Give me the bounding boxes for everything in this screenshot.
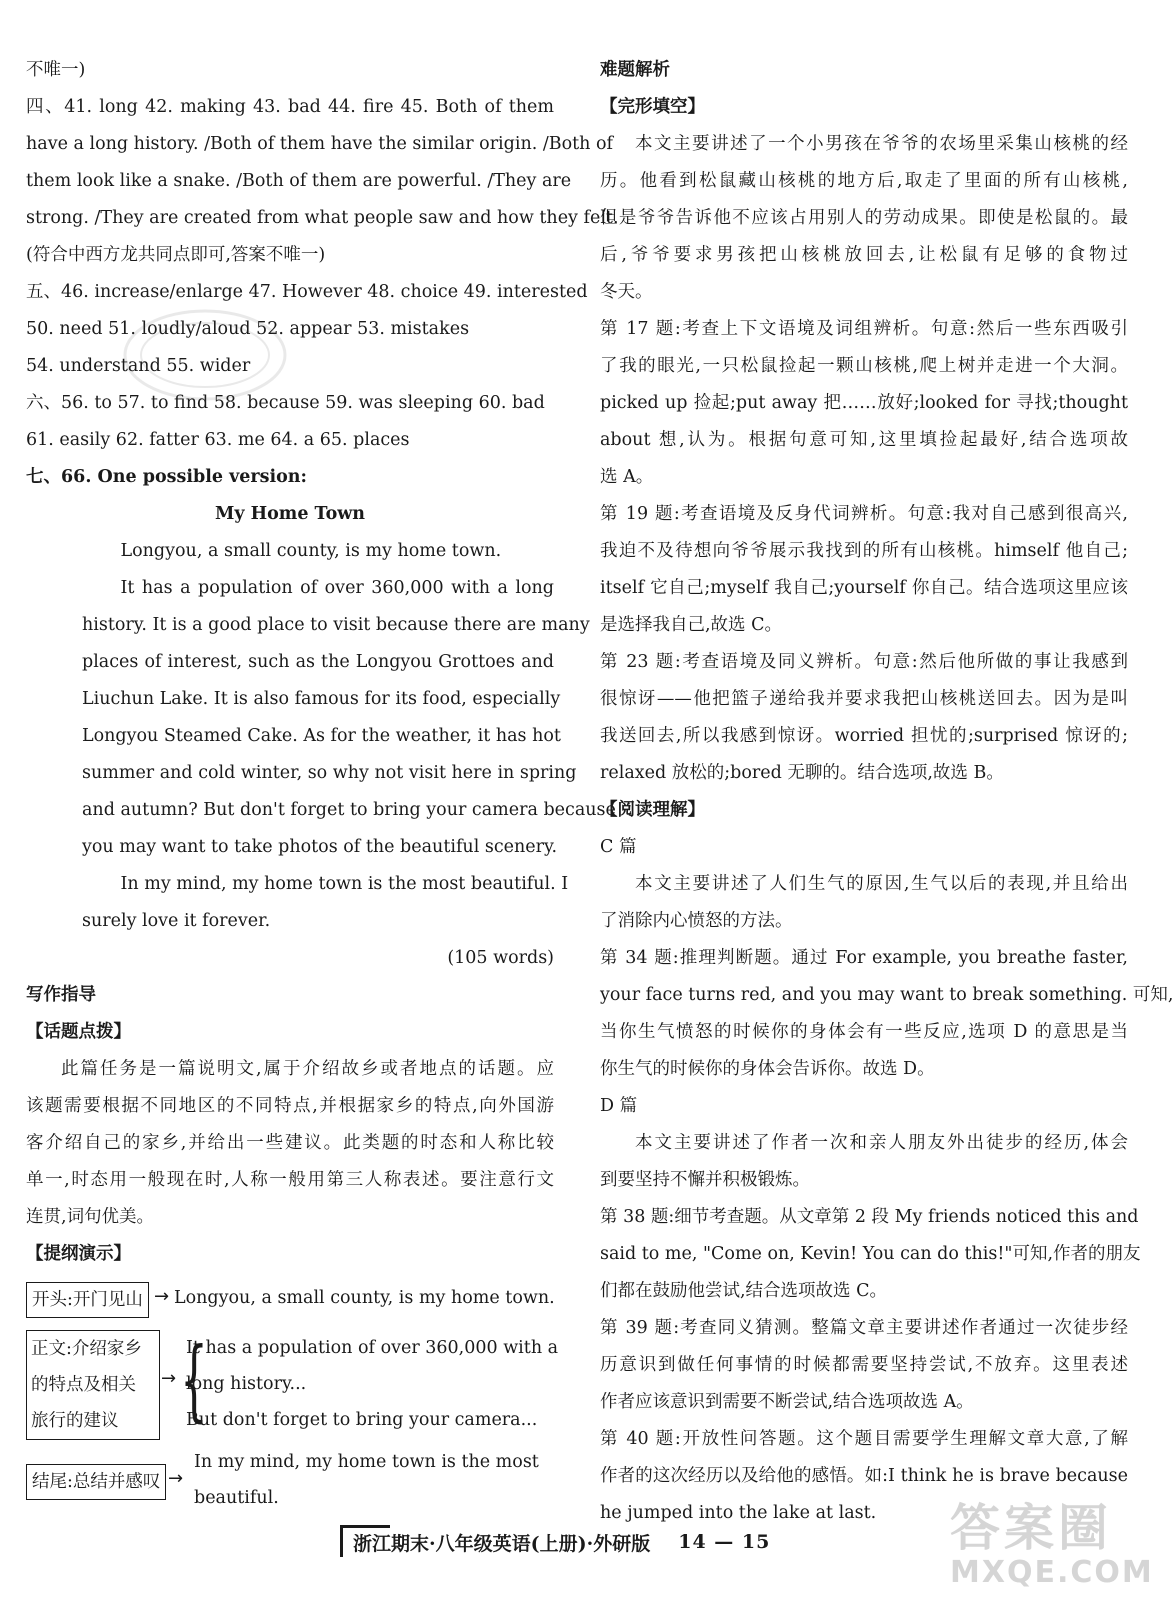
topic-line: 单一,时态用一般现在时,人称一般用第三人称表述。要注意行文: [26, 1170, 554, 1190]
cloze-line: relaxed 放松的;bored 无聊的。结合选项,故选 B。: [600, 763, 1004, 783]
essay-line: history. It is a good place to visit because there are many: [82, 615, 590, 635]
outline-diagram: [26, 1278, 566, 1528]
reading-title: 【阅读理解】: [600, 800, 705, 820]
cloze-line: 第 23 题:考查语境及同义辨析。句意:然后他所做的事让我感到: [600, 652, 1128, 672]
answer-line: 61. easily 62. fatter 63. me 64. a 65. places: [26, 430, 410, 450]
passage-d-label: D 篇: [600, 1096, 638, 1116]
outline-box-body-line: 正文:介绍家乡: [31, 1339, 142, 1359]
outline-box-body-line: 的特点及相关: [31, 1375, 136, 1395]
brace-icon: {: [180, 1328, 208, 1431]
cloze-line: 历。他看到松鼠藏山核桃的地方后,取走了里面的所有山核桃,: [600, 171, 1128, 191]
cloze-line: 我迫不及待想向爷爷展示我找到的所有山核桃。himself 他自己;: [600, 541, 1128, 561]
topic-line: 连贯,词句优美。: [26, 1207, 155, 1227]
cloze-title: 【完形填空】: [600, 97, 705, 117]
answer-line: 50. need 51. loudly/aloud 52. appear 53. mistakes: [26, 319, 470, 339]
answer-line: 七、66. One possible version:: [26, 467, 307, 487]
cloze-line: picked up 捡起;put away 把……放好;looked for 寻找;thought: [600, 393, 1128, 413]
watermark-logo-text: 答案圈: [950, 1499, 1112, 1557]
page-footer: [340, 1522, 810, 1562]
word-count: (105 words): [447, 948, 554, 968]
faint-stamp-mark: [120, 305, 290, 405]
cloze-line: about 想,认为。根据句意可知,这里填捡起最好,结合选项故: [600, 430, 1128, 450]
essay-line: Longyou, a small county, is my home town.: [120, 541, 502, 561]
passage-d-line: 第 39 题:考查同义猜测。整篇文章主要讲述作者通过一次徒步经: [600, 1318, 1128, 1338]
passage-c-line: 本文主要讲述了人们生气的原因,生气以后的表现,并且给出: [635, 874, 1128, 894]
answer-line: them look like a snake. /Both of them are powerful. /They are: [26, 171, 572, 191]
essay-body: [26, 533, 616, 977]
arrow-right-icon: →: [154, 1286, 170, 1307]
right-column: [600, 52, 1173, 1532]
arrow-right-icon: →: [168, 1468, 184, 1489]
outline-body-text: long history...: [186, 1374, 307, 1394]
passage-d-line: 到要坚持不懈并积极锻炼。: [600, 1170, 810, 1190]
answer-line: 四、41. long 42. making 43. bad 44. fire 45. Both of them: [26, 97, 554, 117]
passage-c-line: 第 34 题:推理判断题。通过 For example, you breathe faster,: [600, 948, 1128, 968]
cloze-line: 但是爷爷告诉他不应该占用别人的劳动成果。即使是松鼠的。最: [600, 208, 1128, 228]
footer-title: 浙江期末·八年级英语(上册)·外研版: [353, 1532, 651, 1555]
topic-line: 此篇任务是一篇说明文,属于介绍故乡或者地点的话题。应: [61, 1059, 554, 1079]
cloze-line: 了我的眼光,一只松鼠捡起一颗山核桃,爬上树并走进一个大洞。: [600, 356, 1128, 376]
passage-d-line: 作者应该意识到需要不断尝试,结合选项故选 A。: [600, 1392, 974, 1412]
essay-line: summer and cold winter, so why not visit here in spring: [82, 763, 577, 783]
topic-title: 【话题点拨】: [26, 1022, 131, 1042]
cloze-line: 冬天。: [600, 282, 653, 302]
cloze-line: 我送回去,所以我感到惊讶。worried 担忧的;surprised 惊讶的;: [600, 726, 1128, 746]
outline-title: 【提纲演示】: [26, 1244, 131, 1264]
passage-d-line: 第 40 题:开放性问答题。这个题目需要学生理解文章大意,了解: [600, 1429, 1128, 1449]
outline-box-body-line: 旅行的建议: [31, 1411, 119, 1431]
passage-d-line: 们都在鼓励他尝试,结合选项故选 C。: [600, 1281, 888, 1301]
cloze-line: 是选择我自己,故选 C。: [600, 615, 783, 635]
page-number: 14 — 15: [678, 1531, 771, 1553]
outline-box-body: [26, 1330, 160, 1440]
watermark-logo: [950, 1499, 1154, 1595]
watermark-url: MXQE.COM: [950, 1555, 1154, 1590]
outline-body-text: It has a population of over 360,000 with a: [186, 1338, 559, 1358]
answer-line: (符合中西方龙共同点即可,答案不唯一): [26, 245, 326, 265]
passage-d-line: 历意识到做任何事情的时候都需要坚持尝试,不放弃。这里表述: [600, 1355, 1128, 1375]
topic-line: 该题需要根据不同地区的不同特点,并根据家乡的特点,向外国游: [26, 1096, 554, 1116]
passage-c-label: C 篇: [600, 837, 637, 857]
passage-c-line: your face turns red, and you may want to break something. 可知,: [600, 985, 1173, 1005]
essay-line: you may want to take photos of the beautiful scenery.: [82, 837, 558, 857]
essay-line: surely love it forever.: [82, 911, 271, 931]
footer-rule: [340, 1525, 390, 1528]
writing-guide-title: 写作指导: [26, 985, 96, 1005]
cloze-line: 第 17 题:考查上下文语境及词组辨析。句意:然后一些东西吸引: [600, 319, 1128, 339]
outline-opening-text: Longyou, a small county, is my home town.: [174, 1288, 555, 1308]
answer-line: 不唯一): [26, 60, 86, 80]
essay-line: In my mind, my home town is the most beautiful. I: [120, 874, 569, 894]
outline-ending-text: In my mind, my home town is the most: [194, 1452, 539, 1472]
passage-d-line: he jumped into the lake at last.: [600, 1503, 877, 1523]
answer-line: strong. /They are created from what people saw and how they felt.: [26, 208, 619, 228]
passage-d-line: 作者的这次经历以及给他的感悟。如:I think he is brave because: [600, 1466, 1128, 1486]
cloze-line: 后,爷爷要求男孩把山核桃放回去,让松鼠有足够的食物过: [600, 245, 1128, 265]
essay-line: Liuchun Lake. It is also famous for its food, especially: [82, 689, 561, 709]
cloze-line: 选 A。: [600, 467, 654, 487]
essay-title: My Home Town: [214, 504, 366, 524]
answer-line: have a long history. /Both of them have the similar origin. /Both of: [26, 134, 614, 154]
topic-line: 客介绍自己的家乡,并给出一些建议。此类题的时态和人称比较: [26, 1133, 554, 1153]
cloze-line: itself 它自己;myself 我自己;yourself 你自己。结合选项这里应该: [600, 578, 1128, 598]
arrow-right-icon: →: [161, 1368, 177, 1389]
passage-c-line: 当你生气愤怒的时候你的身体会有一些反应,选项 D 的意思是当: [600, 1022, 1128, 1042]
passage-d-line: 本文主要讲述了作者一次和亲人朋友外出徒步的经历,体会: [635, 1133, 1128, 1153]
passage-d-line: said to me, "Come on, Kevin! You can do this!"可知,作者的朋友: [600, 1244, 1141, 1264]
cloze-line: 第 19 题:考查语境及反身代词辨析。句意:我对自己感到很高兴,: [600, 504, 1128, 524]
answer-line: 五、46. increase/enlarge 47. However 48. choice 49. interested: [26, 282, 588, 302]
cloze-line: 本文主要讲述了一个小男孩在爷爷的农场里采集山核桃的经: [635, 134, 1128, 154]
essay-line: It has a population of over 360,000 with a long: [120, 578, 554, 598]
answer-line: 六、56. to 57. to find 58. because 59. was sleeping 60. bad: [26, 393, 545, 413]
essay-line: and autumn? But don't forget to bring your camera because: [82, 800, 616, 820]
outline-ending-text: beautiful.: [194, 1488, 279, 1508]
analysis-title: 难题解析: [600, 60, 670, 80]
outline-box-ending: 结尾:总结并感叹: [26, 1464, 166, 1500]
outline-body-text: But don't forget to bring your camera...: [186, 1410, 538, 1430]
essay-line: Longyou Steamed Cake. As for the weather, it has hot: [82, 726, 561, 746]
answer-line: 54. understand 55. wider: [26, 356, 251, 376]
essay-line: places of interest, such as the Longyou Grottoes and: [82, 652, 554, 672]
footer-bar: [340, 1527, 343, 1557]
cloze-line: 很惊讶——他把篮子递给我并要求我把山核桃送回去。因为是叫: [600, 689, 1128, 709]
passage-d-line: 第 38 题:细节考查题。从文章第 2 段 My friends noticed this and: [600, 1207, 1139, 1227]
passage-c-line: 你生气的时候你的身体会告诉你。故选 D。: [600, 1059, 935, 1079]
outline-box-opening: 开头:开门见山: [26, 1282, 149, 1318]
passage-c-line: 了消除内心愤怒的方法。: [600, 911, 793, 931]
